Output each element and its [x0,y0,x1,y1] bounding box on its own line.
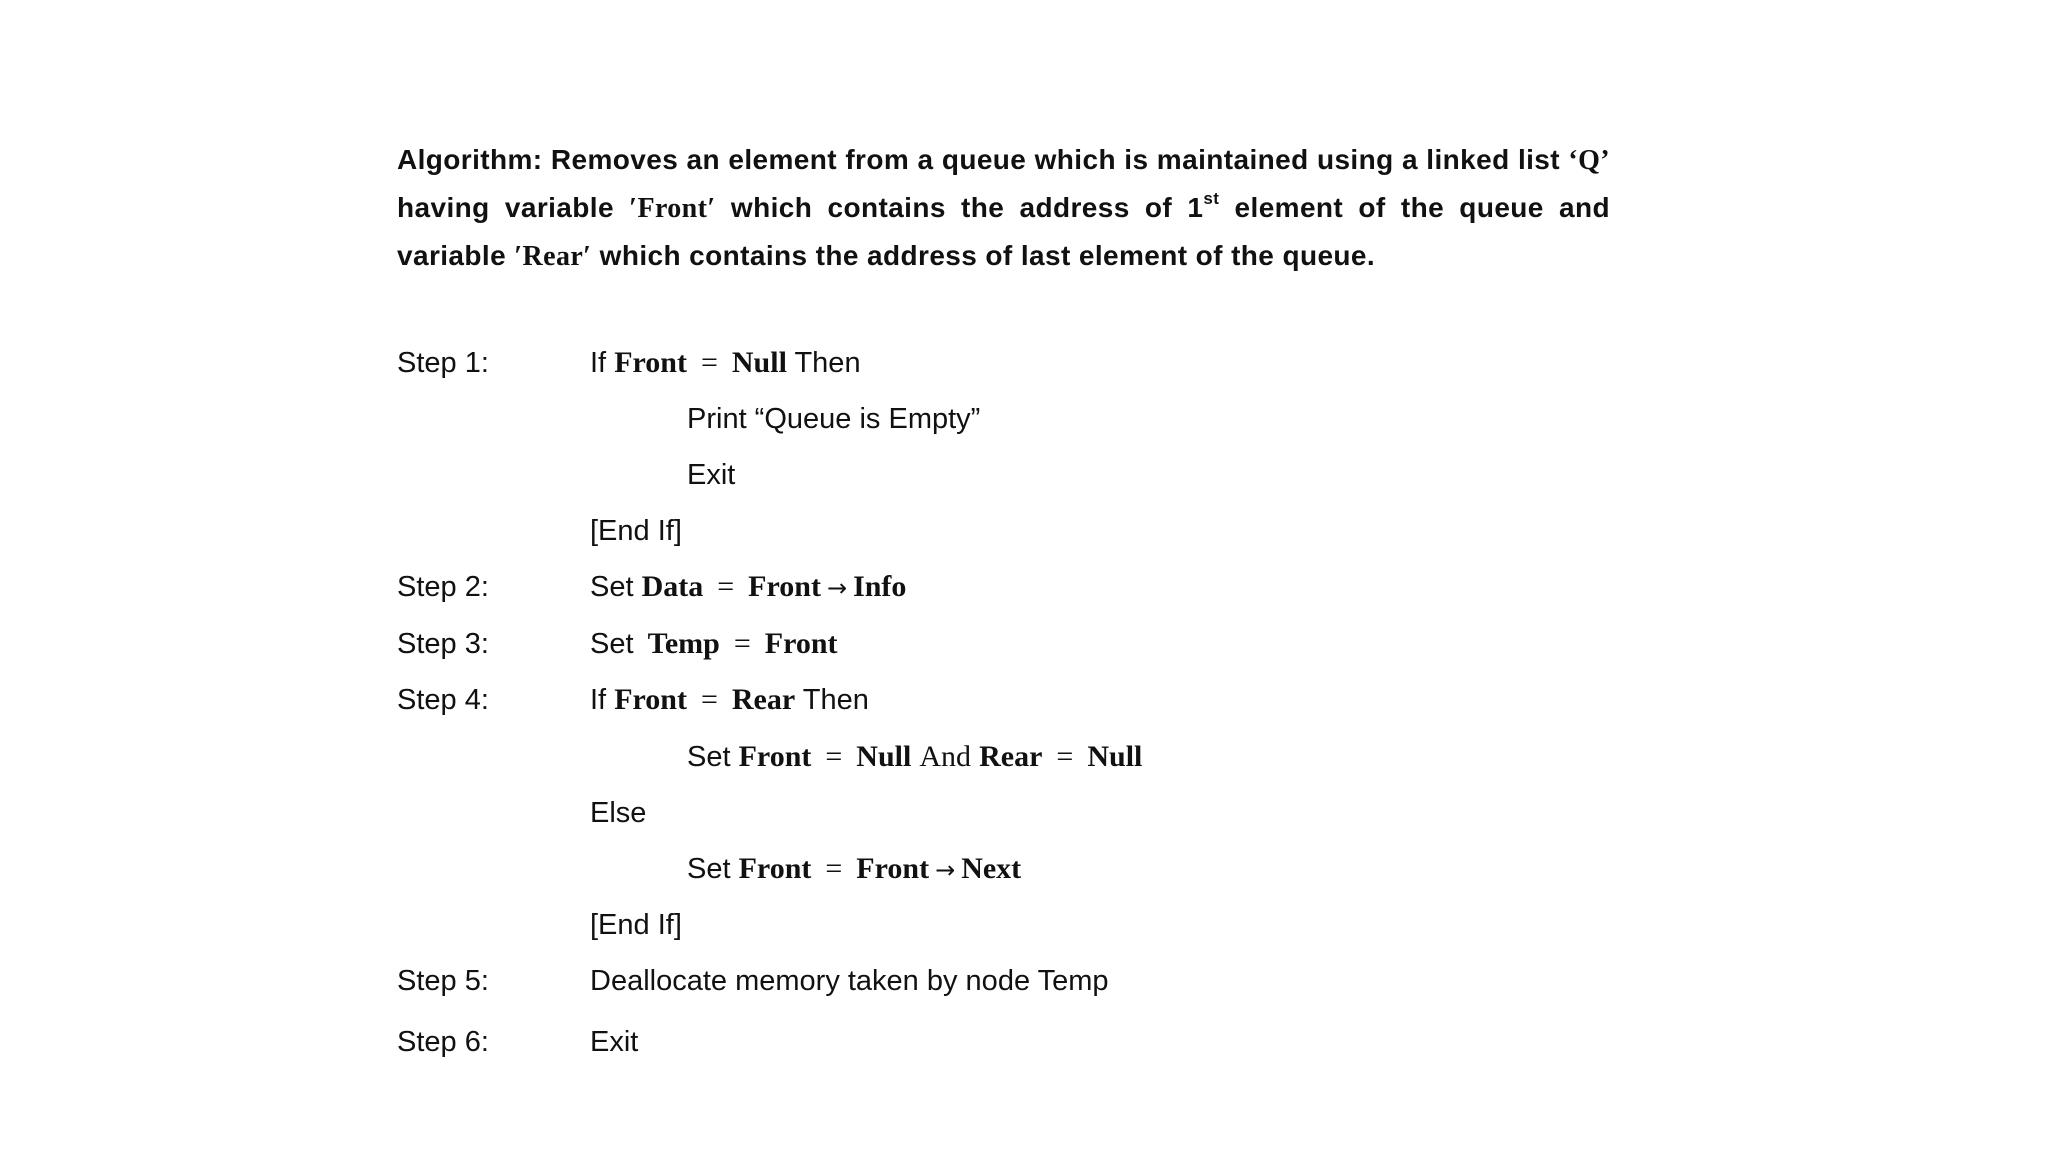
var-info: Info [853,570,907,603]
intro-text-4: element of the queue and variable [397,192,1610,271]
arrow-icon: → [826,574,848,602]
var-front: Front [856,852,930,885]
step-5-label: Step 5: [397,965,489,997]
keyword-set: Set [590,628,634,660]
op-equals: = [733,627,751,660]
step-2-statement [590,569,906,606]
var-null: Null [731,346,787,379]
intro-text-2: having variable [397,192,630,223]
op-equals: = [717,570,735,603]
op-equals: = [700,346,718,379]
step-6-statement: Exit [590,1026,639,1058]
step-4-label: Step 4: [397,684,489,716]
keyword-if: If [590,684,607,716]
var-null: Null [1087,740,1143,773]
step-1-condition [590,345,861,381]
var-front: Front [738,740,812,773]
op-equals: = [825,852,843,885]
var-front: Front [748,570,821,603]
intro-text-3: which contains the address of 1 [715,192,1204,223]
algorithm-description [397,136,1610,280]
step-4-then-statement [687,739,1142,775]
intro-superscript: st [1203,188,1220,208]
step-1-label: Step 1: [397,347,489,379]
keyword-set: Set [687,741,731,773]
step-4-else-statement [687,851,1021,888]
step-6-label: Step 6: [397,1026,489,1058]
intro-front-var: ′Front′ [629,193,716,224]
intro-text-1: Algorithm: Removes an element from a queue which is maintained using a linked list [397,144,1569,175]
keyword-then: Then [802,684,869,716]
var-temp: Temp [647,627,720,660]
op-equals: = [700,683,718,716]
var-front: Front [614,683,687,716]
keyword-and: And [919,740,972,773]
var-rear: Rear [731,683,796,716]
step-4-else: Else [590,797,647,829]
step-1-end-if: [End If] [590,515,682,547]
step-2-label: Step 2: [397,571,489,603]
step-4-end-if: [End If] [590,909,682,941]
keyword-set: Set [687,853,731,885]
step-4-condition [590,682,869,718]
var-next: Next [961,852,1022,885]
var-rear: Rear [979,740,1043,773]
op-equals: = [825,740,843,773]
var-data: Data [641,570,704,603]
step-3-label: Step 3: [397,628,489,660]
var-front: Front [738,852,812,885]
keyword-if: If [590,347,607,379]
intro-text-5: which contains the address of last element of the queue. [591,240,1376,271]
step-1-exit: Exit [687,459,736,491]
intro-queue-name: ‘Q’ [1568,145,1610,176]
step-1-print: Print “Queue is Empty” [687,403,981,435]
var-front: Front [764,627,838,660]
intro-rear-var: ′Rear′ [514,241,592,272]
op-equals: = [1056,740,1074,773]
arrow-icon: → [935,856,956,884]
var-front: Front [614,346,687,379]
step-3-statement [590,626,838,662]
var-null: Null [856,740,912,773]
keyword-then: Then [794,347,861,379]
step-5-statement: Deallocate memory taken by node Temp [590,965,1109,997]
keyword-set: Set [590,571,634,603]
